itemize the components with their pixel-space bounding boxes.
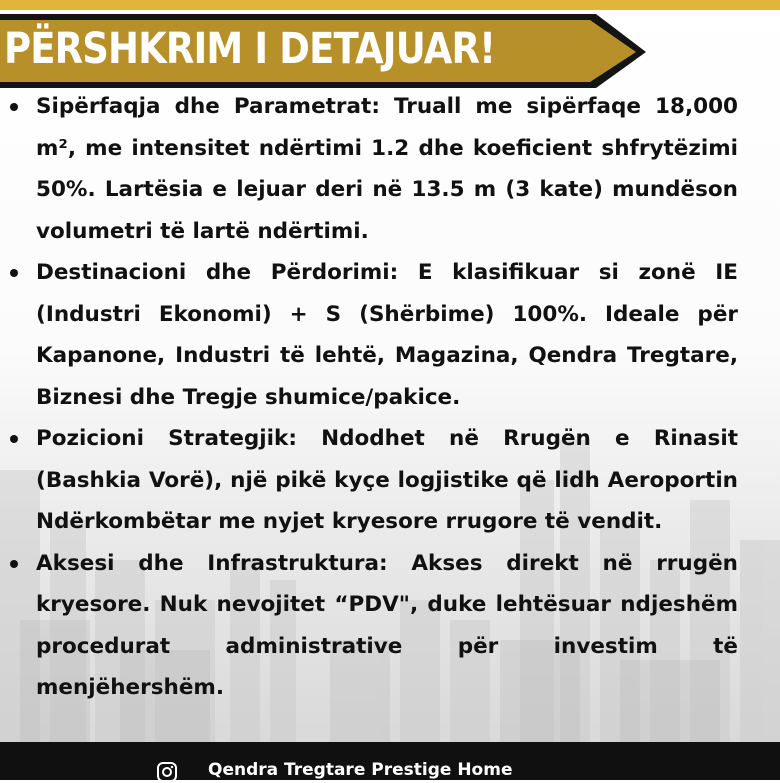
list-item-text: Aksesi dhe Infrastruktura: Akses direkt në rrugën kryesore. Nuk nevojitet “PDV", duke lehtësuar ndjeshëm procedurat administrative për investim të menjëhershëm. [36, 550, 738, 700]
detail-list [0, 86, 780, 709]
bullet-icon [10, 103, 18, 111]
footer-bar [0, 742, 780, 780]
top-decorative-strip [0, 0, 780, 10]
list-item-text: Sipërfaqja dhe Parametrat: Truall me sipërfaqe 18,000 m², me intensitet ndërtimi 1.2 dhe koeficient shfrytëzimi 50%. Lartësia e lejuar deri në 13.5 m (3 kate) mundëson volumetri të lartë ndërtimi. [36, 94, 738, 244]
list-item-text: Pozicioni Strategjik: Ndodhet në Rrugën e Rinasit (Bashkia Vorë), një pikë kyçe logjistike që lidh Aeroportin Ndërkombëtar me nyjet kryesore rrugore të vendit. [36, 426, 738, 534]
footer-account-name[interactable]: Qendra Tregtare Prestige Home [208, 760, 513, 780]
list-item [0, 543, 780, 709]
list-item [0, 418, 780, 543]
bullet-icon [10, 269, 18, 277]
bullet-icon [10, 435, 18, 443]
bullet-icon [10, 560, 18, 568]
list-item [0, 86, 780, 252]
list-item [0, 252, 780, 418]
list-item-text: Destinacioni dhe Përdorimi: E klasifikuar si zonë IE (Industri Ekonomi) + S (Shërbime) 100%. Ideale për Kapanone, Industri të lehtë, Magazina, Qendra Tregtare, Biznesi dhe Tregje shumice/pakice. [36, 260, 738, 410]
banner-title: PËRSHKRIM I DETAJUAR! [4, 24, 496, 74]
